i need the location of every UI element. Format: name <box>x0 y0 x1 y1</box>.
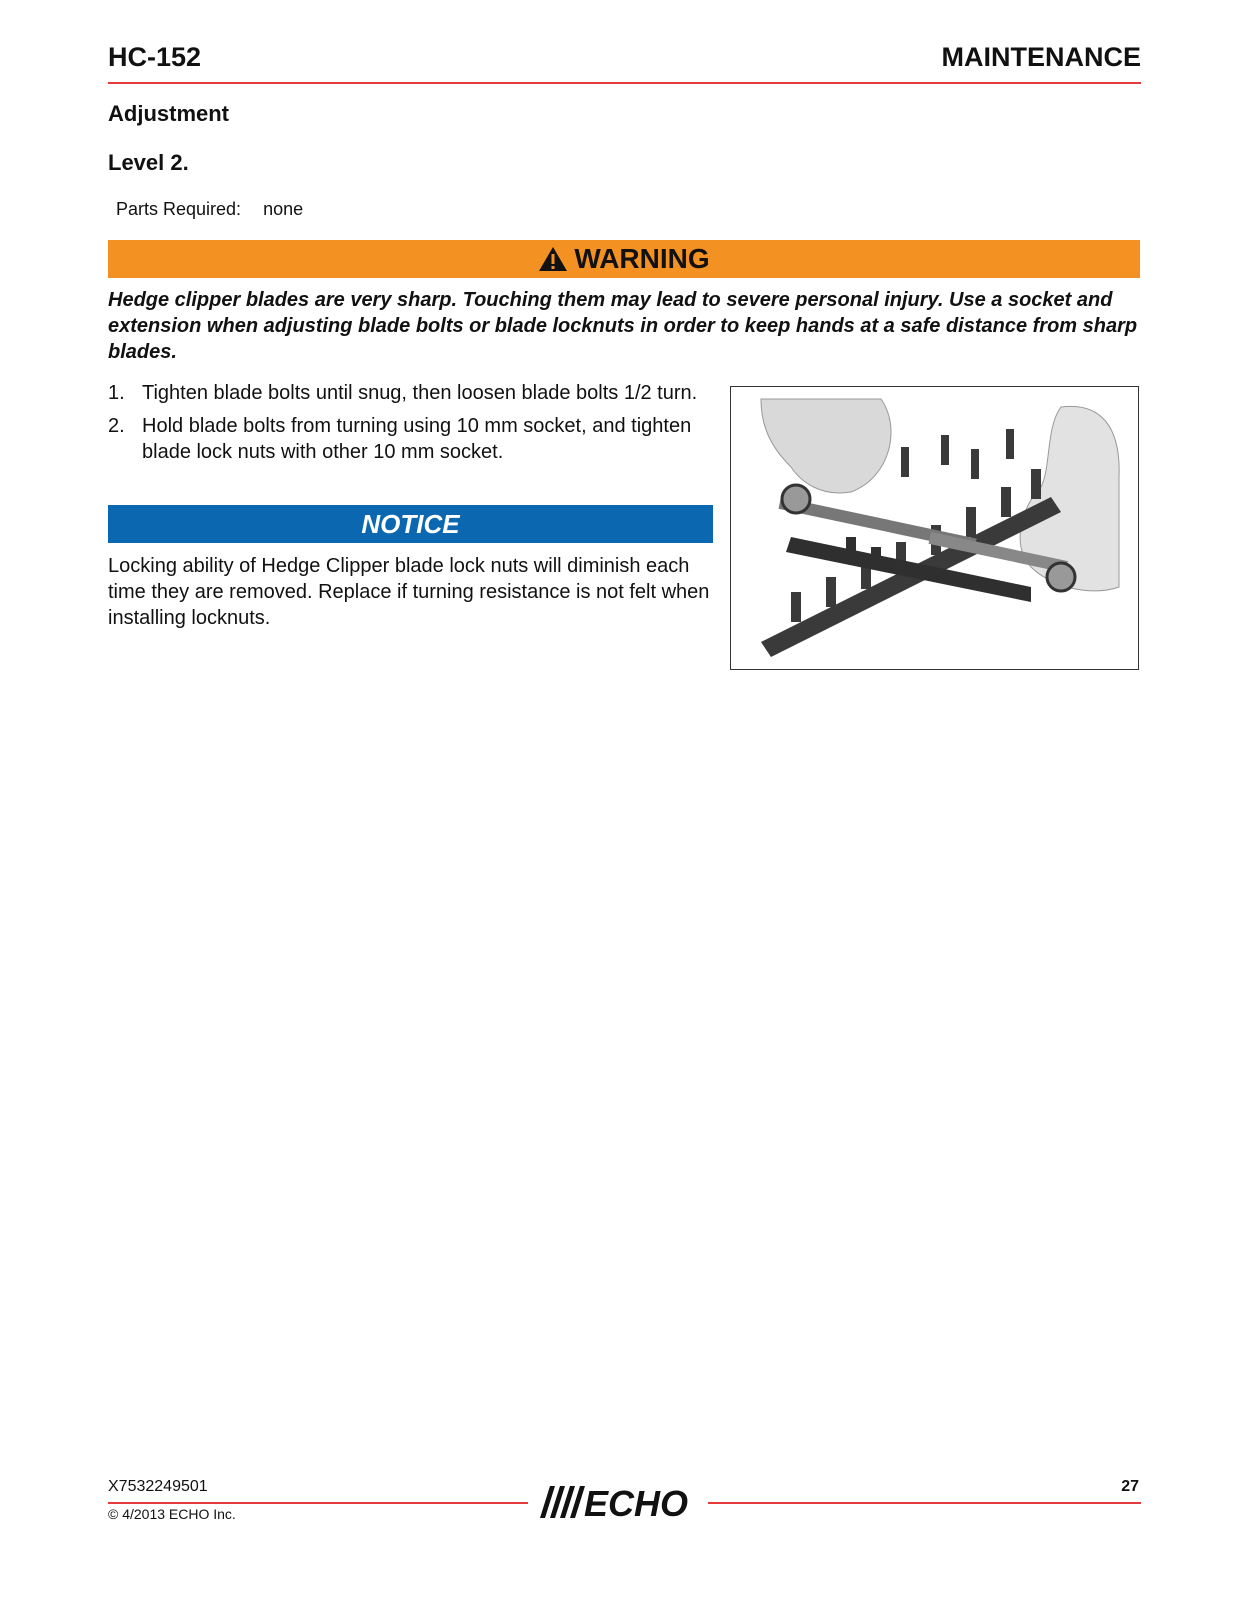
footer-rule-left <box>108 1502 528 1504</box>
page-header <box>108 38 1141 84</box>
parts-label: Parts Required: <box>116 199 242 219</box>
section-title: MAINTENANCE <box>941 42 1141 72</box>
step-number: 2. <box>108 415 125 437</box>
svg-text:ECHO: ECHO <box>584 1483 689 1522</box>
notice-title: NOTICE <box>361 508 460 539</box>
document-number: X7532249501 <box>108 1478 208 1495</box>
heading-level: Level 2. <box>108 150 189 175</box>
notice-banner <box>108 505 713 543</box>
heading-adjustment: Adjustment <box>108 101 229 126</box>
steps-list <box>108 380 708 472</box>
step-text: Tighten blade bolts until snug, then loosen blade bolts 1/2 turn. <box>142 382 698 404</box>
blade-adjustment-photo <box>730 386 1139 670</box>
parts-required <box>116 199 303 220</box>
copyright: © 4/2013 ECHO Inc. <box>108 1506 236 1522</box>
warning-triangle-icon <box>538 246 568 272</box>
blade-photo-illustration <box>731 387 1138 669</box>
echo-logo <box>536 1482 716 1522</box>
step-number: 1. <box>108 382 125 404</box>
warning-title: WARNING <box>574 243 710 274</box>
list-item <box>108 413 708 465</box>
warning-text: Hedge clipper blades are very sharp. Touching them may lead to severe personal injury. Use a socket and extension when adjusting blade bolts or blade locknuts in order to keep hands at a safe distance from sharp blades. <box>108 289 1138 363</box>
list-item <box>108 380 708 406</box>
warning-banner <box>108 240 1140 278</box>
notice-text: Locking ability of Hedge Clipper blade lock nuts will diminish each time they are removed. Replace if turning resistance is not felt when installing locknuts. <box>108 555 710 629</box>
page-number: 27 <box>1121 1478 1139 1495</box>
step-text: Hold blade bolts from turning using 10 mm socket, and tighten blade lock nuts with other 10 mm socket. <box>142 415 692 463</box>
footer-rule-right <box>708 1502 1141 1504</box>
model-label: HC-152 <box>108 42 202 72</box>
parts-value: none <box>263 199 304 219</box>
